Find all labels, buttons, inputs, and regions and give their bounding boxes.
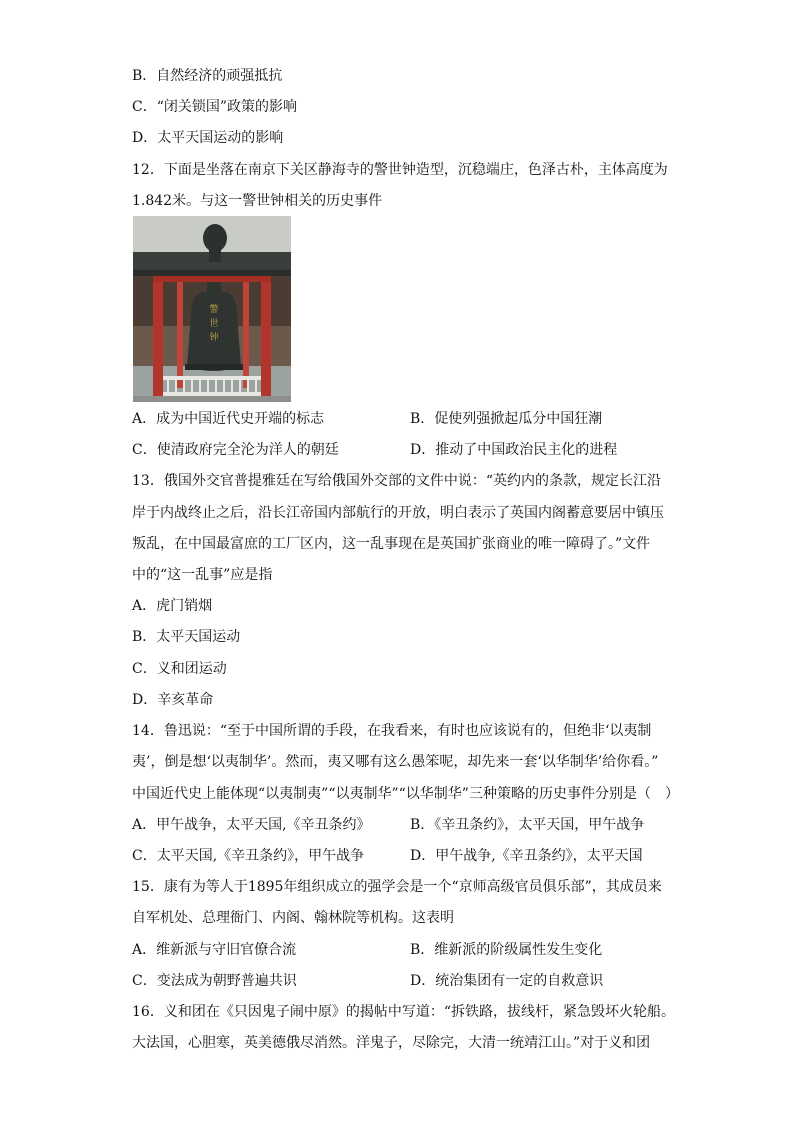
q15-stem-line-1: 15．康有为等人于1895年组织成立的强学会是一个“京师高级官员俱乐部”，其成员来 [132,879,662,895]
q15-option-c: C．变法成为朝野普遍共识 [132,973,297,989]
q13-option-a: A．虎门销烟 [132,598,213,614]
q13-stem-line-3: 叛乱，在中国最富庶的工厂区内，这一乱事现在是英国扩张商业的唯一障碍了。”文件 [132,536,651,552]
q12-option-d: D．推动了中国政治民主化的进程 [410,442,618,458]
q14-option-d: D．甲午战争,《辛丑条约》，太平天国 [410,848,643,864]
q12-stem-line-1: 12．下面是坐落在南京下关区静海寺的警世钟造型，沉稳端庄，色泽古朴，主体高度为 [132,162,668,178]
q16-stem-line-2: 大法国，心胆寒，英美德俄尽消然。洋鬼子，尽除完，大清一统靖江山。”对于义和团 [132,1035,651,1051]
q12-option-b: B．促使列强掀起瓜分中国狂潮 [410,411,603,427]
q14-stem-line-1: 14．鲁迅说：“至于中国所谓的手段，在我看来，有时也应该说有的，但绝非‘以夷制 [132,723,652,739]
q13-option-c: C．义和团运动 [132,661,227,677]
q12-stem-line-2: 1.842米。与这一警世钟相关的历史事件 [132,193,383,209]
q11-option-c: C．“闭关锁国”政策的影响 [132,99,298,115]
q15-option-d: D．统治集团有一定的自救意识 [410,973,604,989]
q13-stem-line-2: 岸于内战终止之后，沿长江帝国内部航行的开放，明白表示了英国内阁蓄意要居中镇压 [132,505,664,521]
svg-text:钟: 钟 [209,333,219,343]
svg-text:世: 世 [209,319,219,329]
q11-option-d: D．太平天国运动的影响 [132,130,284,146]
q11-option-b: B．自然经济的顽强抵抗 [132,68,283,84]
q14-option-b: B．《辛丑条约》，太平天国，甲午战争 [410,817,645,833]
q12-option-a: A．成为中国近代史开端的标志 [132,411,325,427]
q13-option-d: D．辛亥革命 [132,692,214,708]
q15-stem-line-2: 自军机处、总理衙门、内阁、翰林院等机构。这表明 [132,910,454,926]
q14-option-c: C．太平天国,《辛丑条约》，甲午战争 [132,848,365,864]
svg-text:警: 警 [209,305,219,315]
q13-option-b: B．太平天国运动 [132,629,241,645]
q15-option-b: B．维新派的阶级属性发生变化 [410,942,603,958]
q14-stem-line-2: 夷’，倒是想‘以夷制华’。然而，夷又哪有这么愚笨呢，却先来一套‘以华制华’给你看。” [132,754,659,770]
q13-stem-line-4: 中的“这一乱事”应是指 [132,567,273,583]
q15-option-a: A．维新派与守旧官僚合流 [132,942,297,958]
q16-stem-line-1: 16．义和团在《只因鬼子闹中原》的揭帖中写道：“拆铁路，拔线杆，紧急毁坏火轮船。 [132,1004,675,1020]
bell-pavilion-photo [133,216,291,402]
q14-option-a: A．甲午战争，太平天国,《辛丑条约》 [132,817,371,833]
q14-stem-line-3: 中国近代史上能体现“以夷制夷”“以夷制华”“以华制华”三种策略的历史事件分别是（ ） [132,786,679,802]
q12-option-c: C．使清政府完全沦为洋人的朝廷 [132,442,339,458]
q13-stem-line-1: 13．俄国外交官普提雅廷在写给俄国外交部的文件中说：“英约内的条款，规定长江沿 [132,473,661,489]
